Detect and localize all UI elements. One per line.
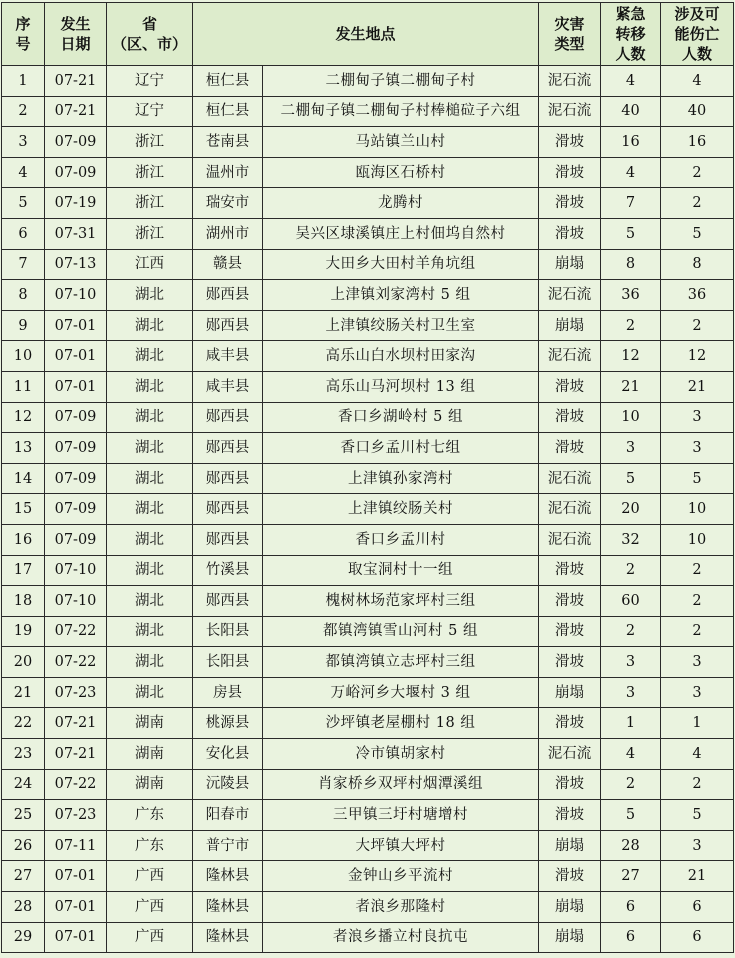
cell-casualties: 10 [661,494,734,525]
table-row [2,586,734,617]
header-type [539,3,601,66]
cell-evacuated: 3 [601,647,661,678]
cell-casualties: 3 [661,402,734,433]
table-row [2,371,734,402]
cell-date: 07-09 [45,127,107,158]
cell-evacuated: 40 [601,96,661,127]
header-type-line-2: 类型 [554,35,585,53]
cell-type: 崩塌 [539,922,601,953]
table-row [2,647,734,678]
cell-evacuated: 1 [601,708,661,739]
cell-place: 吴兴区埭溪镇庄上村佃坞自然村 [263,218,539,249]
cell-place: 香口乡湖岭村 5 组 [263,402,539,433]
cell-date: 07-21 [45,96,107,127]
cell-place: 上津镇孙家湾村 [263,463,539,494]
cell-casualties: 3 [661,830,734,861]
cell-place: 都镇湾镇立志坪村三组 [263,647,539,678]
cell-date: 07-31 [45,218,107,249]
cell-county: 郧西县 [193,586,263,617]
cell-evacuated: 12 [601,341,661,372]
table-row [2,739,734,770]
cell-county: 赣县 [193,249,263,280]
cell-evacuated: 5 [601,463,661,494]
cell-county: 郧西县 [193,280,263,311]
cell-seq: 24 [2,769,45,800]
cell-seq: 29 [2,922,45,953]
cell-province: 江西 [107,249,193,280]
cell-date: 07-10 [45,586,107,617]
cell-province: 湖北 [107,280,193,311]
header-casualties [661,3,734,66]
cell-type: 崩塌 [539,892,601,923]
cell-place: 取宝洞村十一组 [263,555,539,586]
table-row [2,433,734,464]
table-row [2,463,734,494]
cell-county: 郧西县 [193,433,263,464]
cell-date: 07-09 [45,433,107,464]
cell-seq: 12 [2,402,45,433]
cell-seq: 14 [2,463,45,494]
table-row [2,66,734,97]
cell-seq: 8 [2,280,45,311]
cell-place: 高乐山白水坝村田家沟 [263,341,539,372]
cell-place: 金钟山乡平流村 [263,861,539,892]
cell-evacuated: 4 [601,157,661,188]
cell-casualties: 2 [661,555,734,586]
cell-county: 普宁市 [193,830,263,861]
cell-province: 浙江 [107,218,193,249]
cell-county: 郧西县 [193,524,263,555]
cell-seq: 4 [2,157,45,188]
cell-seq: 5 [2,188,45,219]
table-row [2,800,734,831]
cell-seq: 16 [2,524,45,555]
cell-province: 浙江 [107,157,193,188]
cell-type: 滑坡 [539,371,601,402]
cell-date: 07-01 [45,922,107,953]
cell-seq: 19 [2,616,45,647]
cell-date: 07-11 [45,830,107,861]
cell-date: 07-23 [45,677,107,708]
cell-evacuated: 7 [601,188,661,219]
cell-date: 07-22 [45,616,107,647]
cell-evacuated: 6 [601,892,661,923]
cell-evacuated: 5 [601,800,661,831]
cell-evacuated: 20 [601,494,661,525]
cell-county: 房县 [193,677,263,708]
cell-place: 槐树林场范家坪村三组 [263,586,539,617]
cell-province: 湖北 [107,524,193,555]
cell-type: 泥石流 [539,524,601,555]
cell-province: 湖北 [107,677,193,708]
cell-evacuated: 3 [601,677,661,708]
cell-date: 07-22 [45,647,107,678]
cell-county: 湖州市 [193,218,263,249]
cell-date: 07-01 [45,892,107,923]
cell-evacuated: 2 [601,769,661,800]
cell-county: 阳春市 [193,800,263,831]
header-casualties-line-3: 人数 [682,45,713,63]
table-row [2,830,734,861]
cell-province: 湖北 [107,616,193,647]
cell-type: 泥石流 [539,494,601,525]
cell-casualties: 1 [661,708,734,739]
cell-casualties: 2 [661,586,734,617]
cell-county: 郧西县 [193,310,263,341]
cell-type: 滑坡 [539,800,601,831]
cell-type: 滑坡 [539,708,601,739]
header-province-line-2: （区、市） [111,35,187,53]
cell-province: 广西 [107,861,193,892]
cell-casualties: 12 [661,341,734,372]
table-row [2,188,734,219]
header-seq-line-2: 号 [15,35,31,53]
cell-county: 咸丰县 [193,371,263,402]
cell-date: 07-01 [45,371,107,402]
cell-seq: 26 [2,830,45,861]
cell-province: 广东 [107,800,193,831]
cell-province: 湖北 [107,463,193,494]
cell-place: 冷市镇胡家村 [263,739,539,770]
cell-casualties: 21 [661,371,734,402]
cell-county: 温州市 [193,157,263,188]
header-evacuated [601,3,661,66]
table-row [2,769,734,800]
cell-type: 崩塌 [539,677,601,708]
cell-date: 07-21 [45,66,107,97]
cell-evacuated: 28 [601,830,661,861]
cell-date: 07-09 [45,157,107,188]
cell-place: 沙坪镇老屋棚村 18 组 [263,708,539,739]
cell-seq: 6 [2,218,45,249]
cell-casualties: 2 [661,157,734,188]
header-province-line-1: 省 [141,15,157,33]
header-date [45,3,107,66]
cell-casualties: 10 [661,524,734,555]
cell-date: 07-10 [45,555,107,586]
cell-type: 滑坡 [539,218,601,249]
cell-casualties: 2 [661,769,734,800]
table-row [2,157,734,188]
cell-province: 辽宁 [107,96,193,127]
cell-county: 沅陵县 [193,769,263,800]
cell-type: 滑坡 [539,769,601,800]
cell-date: 07-10 [45,280,107,311]
table-row [2,555,734,586]
cell-type: 滑坡 [539,647,601,678]
cell-evacuated: 36 [601,280,661,311]
cell-seq: 28 [2,892,45,923]
cell-county: 竹溪县 [193,555,263,586]
header-casualties-line-1: 涉及可 [674,5,720,23]
cell-type: 泥石流 [539,280,601,311]
cell-casualties: 40 [661,96,734,127]
cell-place: 上津镇绞肠关村 [263,494,539,525]
cell-province: 湖北 [107,555,193,586]
cell-place: 二棚甸子镇二棚甸子村棒槌砬子六组 [263,96,539,127]
cell-province: 广西 [107,922,193,953]
cell-evacuated: 2 [601,310,661,341]
cell-casualties: 3 [661,677,734,708]
cell-place: 都镇湾镇雪山河村 5 组 [263,616,539,647]
cell-province: 辽宁 [107,66,193,97]
cell-province: 湖北 [107,494,193,525]
cell-date: 07-21 [45,739,107,770]
cell-place: 者浪乡播立村良抗屯 [263,922,539,953]
cell-date: 07-01 [45,310,107,341]
header-seq [2,3,45,66]
table-row [2,341,734,372]
table-row [2,922,734,953]
cell-place: 龙腾村 [263,188,539,219]
cell-casualties: 3 [661,647,734,678]
cell-type: 滑坡 [539,433,601,464]
cell-place: 香口乡孟川村 [263,524,539,555]
cell-place: 马站镇兰山村 [263,127,539,158]
cell-type: 滑坡 [539,586,601,617]
cell-seq: 11 [2,371,45,402]
cell-province: 湖南 [107,739,193,770]
cell-place: 万峪河乡大堰村 3 组 [263,677,539,708]
cell-seq: 10 [2,341,45,372]
cell-seq: 25 [2,800,45,831]
header-evacuated-line-1: 紧急 [615,5,646,23]
cell-county: 郧西县 [193,402,263,433]
header-date-line-1: 发生 [60,15,91,33]
cell-evacuated: 4 [601,739,661,770]
cell-county: 瑞安市 [193,188,263,219]
cell-province: 广西 [107,892,193,923]
cell-place: 二棚甸子镇二棚甸子村 [263,66,539,97]
cell-evacuated: 2 [601,616,661,647]
disaster-table [1,2,734,953]
cell-date: 07-19 [45,188,107,219]
cell-type: 滑坡 [539,402,601,433]
cell-date: 07-13 [45,249,107,280]
cell-date: 07-09 [45,402,107,433]
cell-county: 郧西县 [193,494,263,525]
cell-casualties: 2 [661,616,734,647]
cell-place: 香口乡孟川村七组 [263,433,539,464]
cell-place: 上津镇绞肠关村卫生室 [263,310,539,341]
table-row [2,402,734,433]
cell-evacuated: 8 [601,249,661,280]
cell-county: 桓仁县 [193,66,263,97]
header-date-line-2: 日期 [60,35,91,53]
table-row [2,280,734,311]
cell-casualties: 21 [661,861,734,892]
cell-casualties: 2 [661,188,734,219]
cell-place: 肖家桥乡双坪村烟潭溪组 [263,769,539,800]
cell-type: 崩塌 [539,830,601,861]
cell-seq: 9 [2,310,45,341]
cell-date: 07-09 [45,463,107,494]
header-location: 发生地点 [193,3,539,66]
cell-casualties: 5 [661,463,734,494]
cell-evacuated: 60 [601,586,661,617]
cell-province: 湖北 [107,586,193,617]
cell-province: 湖北 [107,402,193,433]
cell-seq: 15 [2,494,45,525]
table-row [2,249,734,280]
cell-province: 广东 [107,830,193,861]
cell-seq: 13 [2,433,45,464]
cell-seq: 27 [2,861,45,892]
cell-casualties: 16 [661,127,734,158]
cell-date: 07-01 [45,861,107,892]
header-province [107,3,193,66]
cell-county: 苍南县 [193,127,263,158]
cell-county: 长阳县 [193,616,263,647]
cell-county: 咸丰县 [193,341,263,372]
cell-evacuated: 5 [601,218,661,249]
cell-place: 者浪乡那隆村 [263,892,539,923]
cell-evacuated: 3 [601,433,661,464]
cell-province: 湖北 [107,371,193,402]
table-row [2,310,734,341]
cell-province: 浙江 [107,127,193,158]
cell-county: 安化县 [193,739,263,770]
cell-type: 滑坡 [539,861,601,892]
table-row [2,218,734,249]
cell-evacuated: 27 [601,861,661,892]
cell-seq: 20 [2,647,45,678]
cell-province: 浙江 [107,188,193,219]
cell-type: 泥石流 [539,341,601,372]
cell-seq: 23 [2,739,45,770]
cell-seq: 2 [2,96,45,127]
cell-casualties: 8 [661,249,734,280]
cell-province: 湖南 [107,708,193,739]
cell-casualties: 4 [661,739,734,770]
cell-seq: 3 [2,127,45,158]
cell-place: 高乐山马河坝村 13 组 [263,371,539,402]
table-body [2,66,734,953]
cell-evacuated: 6 [601,922,661,953]
header-evacuated-line-3: 人数 [615,45,646,63]
cell-seq: 1 [2,66,45,97]
header-seq-line-1: 序 [15,15,31,33]
cell-seq: 7 [2,249,45,280]
cell-casualties: 4 [661,66,734,97]
cell-casualties: 3 [661,433,734,464]
cell-type: 滑坡 [539,188,601,219]
table-row [2,96,734,127]
cell-place: 上津镇刘家湾村 5 组 [263,280,539,311]
cell-place: 大田乡大田村羊角坑组 [263,249,539,280]
cell-seq: 17 [2,555,45,586]
cell-casualties: 6 [661,922,734,953]
cell-evacuated: 32 [601,524,661,555]
cell-seq: 21 [2,677,45,708]
cell-type: 崩塌 [539,249,601,280]
header-evacuated-line-2: 转移 [615,25,646,43]
table-row [2,524,734,555]
cell-province: 湖北 [107,310,193,341]
cell-type: 滑坡 [539,616,601,647]
table-row [2,677,734,708]
cell-date: 07-01 [45,341,107,372]
cell-date: 07-09 [45,524,107,555]
cell-county: 桃源县 [193,708,263,739]
cell-seq: 22 [2,708,45,739]
cell-type: 滑坡 [539,127,601,158]
cell-evacuated: 2 [601,555,661,586]
cell-type: 泥石流 [539,96,601,127]
cell-county: 郧西县 [193,463,263,494]
cell-evacuated: 16 [601,127,661,158]
table-row [2,616,734,647]
table-row [2,127,734,158]
cell-type: 崩塌 [539,310,601,341]
cell-date: 07-09 [45,494,107,525]
cell-evacuated: 21 [601,371,661,402]
cell-type: 滑坡 [539,157,601,188]
cell-seq: 18 [2,586,45,617]
cell-type: 泥石流 [539,66,601,97]
header-row [2,3,734,66]
cell-date: 07-23 [45,800,107,831]
cell-county: 隆林县 [193,922,263,953]
cell-type: 泥石流 [539,739,601,770]
cell-county: 长阳县 [193,647,263,678]
cell-county: 隆林县 [193,892,263,923]
header-casualties-line-2: 能伤亡 [674,25,720,43]
cell-casualties: 6 [661,892,734,923]
table-row [2,861,734,892]
cell-type: 泥石流 [539,463,601,494]
cell-place: 瓯海区石桥村 [263,157,539,188]
table-row [2,708,734,739]
cell-casualties: 2 [661,310,734,341]
cell-casualties: 5 [661,800,734,831]
cell-place: 三甲镇三圩村塘增村 [263,800,539,831]
cell-date: 07-21 [45,708,107,739]
table-row [2,494,734,525]
cell-county: 隆林县 [193,861,263,892]
cell-county: 桓仁县 [193,96,263,127]
cell-province: 湖北 [107,433,193,464]
cell-type: 滑坡 [539,555,601,586]
cell-province: 湖北 [107,647,193,678]
cell-date: 07-22 [45,769,107,800]
cell-casualties: 36 [661,280,734,311]
cell-place: 大坪镇大坪村 [263,830,539,861]
cell-province: 湖南 [107,769,193,800]
table-row [2,892,734,923]
header-type-line-1: 灾害 [554,15,585,33]
cell-casualties: 5 [661,218,734,249]
cell-evacuated: 10 [601,402,661,433]
cell-province: 湖北 [107,341,193,372]
cell-evacuated: 4 [601,66,661,97]
